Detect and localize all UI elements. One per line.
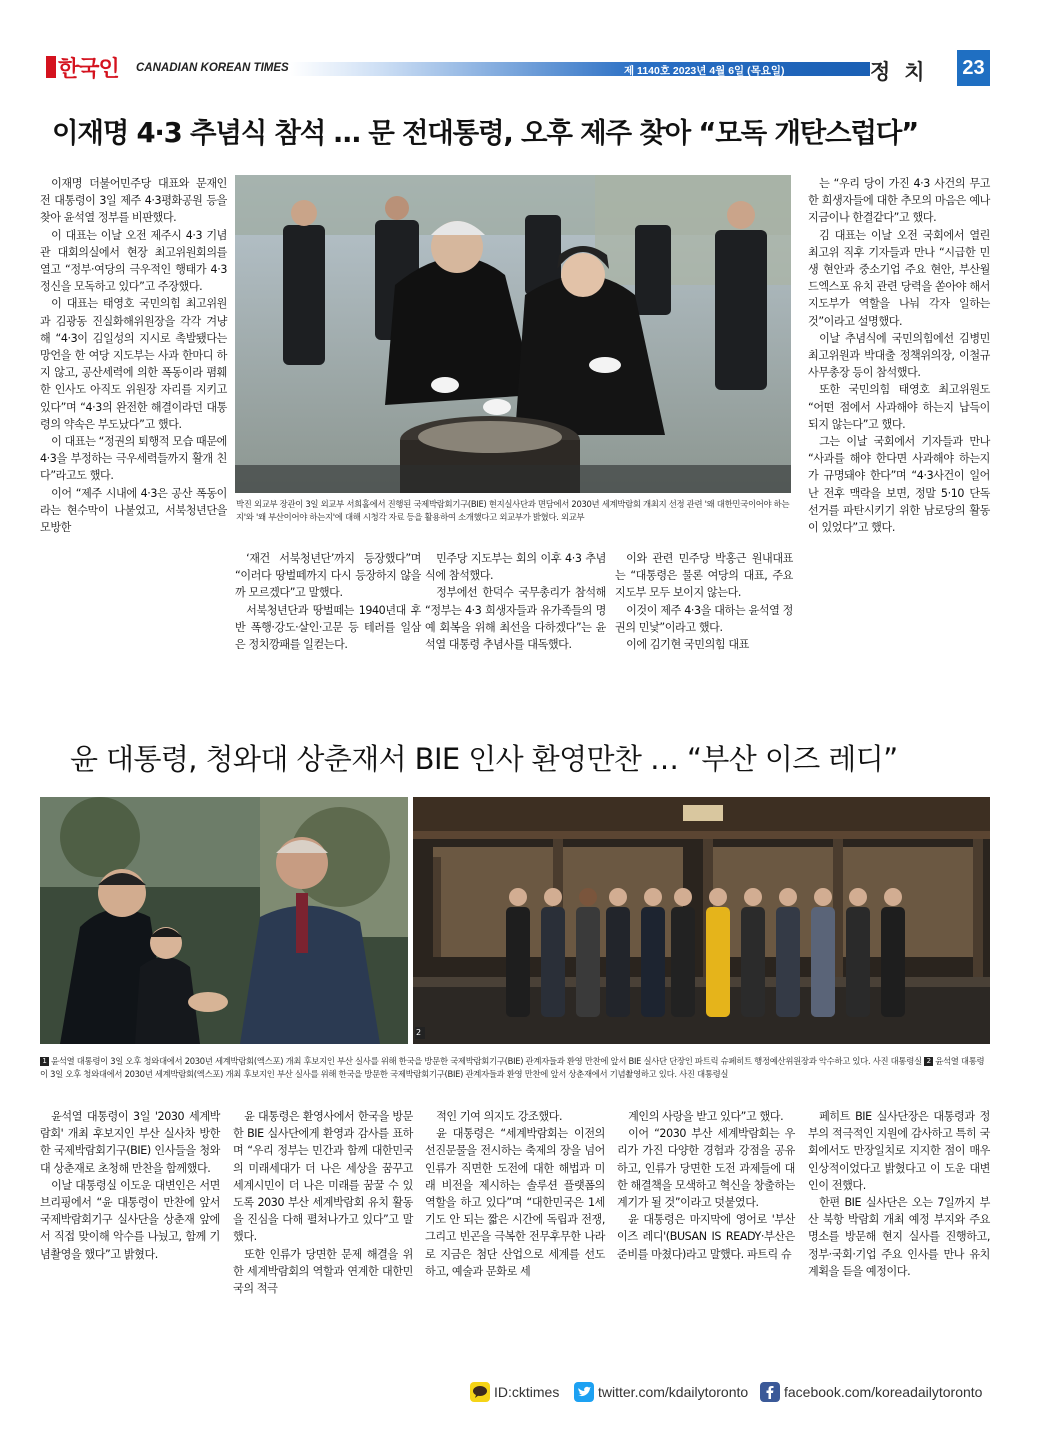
article2-photo-2 — [413, 797, 990, 1044]
paragraph: 이 대표는 이날 오전 제주시 4·3 기념관 대회의실에서 현장 최고위원회의를 열고 “정부·여당의 극우적인 행태가 4·3 정신을 모독하고 있다”고 주장했다. — [40, 228, 227, 294]
paragraph: 윤 대통령은 “세계박람회는 이전의 선진문물을 전시하는 축제의 장을 넘어 인류가 직면한 도전에 대한 해법과 미래 비전을 제시하는 솔루션 플랫폼의 역할을 하고 있다”며 “대한민국은 1세기도 안 되는 짧은 시간에 독립과 전쟁, 그리고 빈곤을 극복한 전무후무한 나라로 지금은 첨단 산업으로 세계를 선도하고, 예술과 문화로 세 — [425, 1127, 605, 1278]
person-head — [509, 888, 527, 906]
article1-caption: 박진 외교부 장관이 3일 외교부 서희홀에서 진행된 국제박람회기구(BIE) 현지실사단과 면담에서 2030년 세계박람회 개최지 선정 관련 '왜 대한민국이어야 하는지'와 '왜 부산이어야 하는지'에 대해 시청각 자료 등을 활용하여 소개했다고 외교부가 밝혔다. 외교부 — [236, 499, 790, 522]
footer — [470, 1380, 990, 1404]
person-head — [544, 888, 562, 906]
paragraph: 윤 대통령은 환영사에서 한국을 방문한 BIE 실사단에게 환영과 감사를 표하며 “우리 정부는 민간과 함께 대한민국의 미래세대가 더 나은 세상을 꿈꾸고 세계시민이 더 나은 미래를 꿈꿀 수 있도록 2030 부산 세계박람회 유치 활동을 진심을 다해 펼쳐나가고 있다”고 말했다. — [233, 1110, 413, 1244]
article2-column-4 — [617, 1108, 795, 1263]
person-head — [709, 888, 727, 906]
person-figure — [881, 907, 905, 1017]
article1-column-2 — [235, 550, 421, 653]
article2-column-2 — [233, 1108, 413, 1297]
paragraph: 계인의 사랑을 받고 있다”고 했다. — [628, 1110, 784, 1123]
caption-1: 윤석열 대통령이 3일 오후 청와대에서 2030년 세계박람회(엑스포) 개최 후보지인 부산 실사를 위해 한국을 방문한 국제박람회기구(BIE) 관계자들과 환영 만찬에 앞서 BIE 실사단 단장인 파트릭 슈페히트 행정예산위원장과 악수하고 있다. 사진 대통령실 — [51, 1056, 922, 1066]
article2-caption — [40, 1055, 990, 1080]
person-head — [884, 888, 902, 906]
person-figure — [776, 907, 800, 1017]
article1-column-5 — [808, 175, 990, 536]
person-figure — [541, 907, 565, 1017]
paragraph: 이재명 더불어민주당 대표와 문재인 전 대통령이 3일 제주 4·3평화공원 등을 찾아 윤석열 정부를 비판했다. — [40, 177, 227, 225]
paragraph: 서북청년단과 땅벌떼는 1940년대 후반 폭행·강도·살인·고문 등 테러를 일삼은 정치깡패를 일컫는다. — [235, 603, 421, 652]
paragraph: 는 “우리 당이 가진 4·3 사건의 무고한 희생자들에 대한 추모의 마음은 예나 지금이나 한결같다”고 했다. — [808, 177, 990, 225]
person-head — [579, 888, 597, 906]
group-photo — [413, 797, 990, 1044]
paragraph: 그는 이날 국회에서 기자들과 만나 “사과를 해야 한다면 사과해야 하는지가 규명돼야 한다”며 “4·3사건이 일어난 전후 맥락을 보면, 정말 5·10 단독 선거를 파탄시키기 위한 남로당의 활동이 있었다”고 했다. — [808, 435, 990, 535]
section-title: 정치 — [870, 60, 939, 84]
article2-photo-1 — [40, 797, 408, 1044]
paragraph: 이어 “2030 부산 세계박람회는 우리가 가진 다양한 경험과 강점을 공유하고, 인류가 당면한 도전 과제들에 대한 해결책을 모색하고 혁신을 창출하는 계기가 될 것”이라고 덧붙였다. — [617, 1127, 795, 1210]
person-figure — [506, 907, 530, 1017]
paragraph: 김 대표는 이날 오전 국회에서 열린 최고위 직후 기자들과 만나 “시급한 민생 현안과 중소기업 주요 현안, 부산월드엑스포 유치 관련 당력을 쏟아야 해서 지도부가 역할을 나눠 각자 일하는 것”이라고 설명했다. — [808, 228, 990, 328]
person-figure — [811, 907, 835, 1017]
facebook-icon — [760, 1382, 780, 1402]
person-head — [849, 888, 867, 906]
paragraph: 또한 국민의힘 태영호 최고위원도 “어떤 점에서 사과해야 하는지 납득이 되지 않는다”고 했다. — [808, 383, 990, 431]
masthead — [40, 50, 990, 90]
twitter-icon — [574, 1382, 594, 1402]
page-number: 23 — [957, 50, 990, 86]
paragraph: 이어 “제주 시내에 4·3은 공산 폭동이라는 현수막이 나붙었고, 서북청년단을 모방한 — [40, 486, 227, 535]
person-figure — [671, 907, 695, 1017]
article2-column-5 — [808, 1108, 990, 1280]
paragraph: 이 대표는 태영호 국민의힘 최고위원과 김광동 진실화해위원장을 각각 겨냥해 “4·3이 김일성의 지시로 촉발됐다는 망언을 한 여당 지도부는 사과 한마디 하지 않고, 공산세력에 의한 폭동이라 폄훼한 인사도 아직도 위원장 자리를 지키고 있다”며 “4·3의 완전한 해결이라던 대통령의 약속은 부도났다”고 했다. — [40, 297, 227, 431]
article1-column-4 — [615, 550, 793, 653]
paragraph: 또한 인류가 당면한 문제 해결을 위한 세계박람회의 역할과 연계한 대한민국의 적극 — [233, 1247, 413, 1296]
caption-2: 윤석열 대통령이 3일 오후 청와대에서 2030년 세계박람회(엑스포) 개최 후보지인 부산 실사를 위해 한국을 방문한 국제박람회기구(BIE) 관계자들과 환영 만찬에 앞서 상춘재에서 기념촬영하고 있다. 사진 대통령실 — [40, 1056, 985, 1079]
paragraph: 민주당 지도부는 회의 이후 4·3 추념식에 참석했다. — [425, 552, 606, 583]
article1-column-1 — [40, 175, 227, 536]
person-figure — [846, 907, 870, 1017]
person-figure — [641, 907, 665, 1017]
paragraph: 이날 추념식에 국민의힘에선 김병민 최고위원과 박대출 정책위의장, 이철규 사무총장 등이 참석했다. — [808, 331, 990, 380]
headline-1: 이재명 4·3 추념식 참석 … 문 전대통령, 오후 제주 찾아 “모독 개탄스럽다” — [52, 117, 919, 149]
person-figure — [576, 907, 600, 1017]
paragraph: 이 대표는 “정권의 퇴행적 모습 때문에 4·3을 부정하는 극우세력들까지 활개 친다”라고도 했다. — [40, 435, 227, 483]
paragraph: 이것이 제주 4·3을 대하는 윤석열 정권의 민낯”이라고 했다. — [615, 603, 793, 634]
memorial-ceremony-photo — [235, 175, 791, 493]
headline-2: 윤 대통령, 청와대 상춘재서 BIE 인사 환영만찬 … “부산 이즈 레디” — [70, 742, 898, 776]
person-figure — [606, 907, 630, 1017]
person-head — [744, 888, 762, 906]
person-head — [779, 888, 797, 906]
paragraph: 페히트 BIE 실사단장은 대통령과 정부의 적극적인 지원에 감사하고 특히 국회에서도 만장일치로 지지한 점이 매우 인상적이었다고 밝혔다고 이 도운 대변인이 전했다. — [808, 1110, 990, 1192]
person-figure — [741, 907, 765, 1017]
paragraph: ‘재건 서북청년단’까지 등장했다”며 “이러다 땅벌떼까지 다시 등장하지 않을까 모르겠다”고 말했다. — [235, 552, 421, 600]
article1-column-3 — [425, 550, 606, 653]
kakao-id: ID:cktimes — [494, 1384, 560, 1400]
paragraph: 이날 대통령실 이도운 대변인은 서면 브리핑에서 “윤 대통령이 만찬에 앞서 국제박람회기구 실사단을 상춘재 앞에서 직접 맞이해 악수를 나눴고, 함께 기념촬영을 했다”고 밝혔다. — [40, 1178, 220, 1261]
person-head — [674, 888, 692, 906]
paragraph: 윤석열 대통령이 3일 '2030 세계박람회' 개최 후보지인 부산 실사차 방한한 국제박람회기구(BIE) 인사들을 청와대 상춘재로 초청해 만찬을 함께했다. — [40, 1110, 220, 1175]
caption-marker-1: 1 — [40, 1057, 49, 1066]
person-figure — [706, 907, 730, 1017]
paragraph: 정부에선 한덕수 국무총리가 참석해 “정부는 4·3 희생자들과 유가족들의 명예 회복을 위해 최선을 다하겠다”는 윤석열 대통령 추념사를 대독했다. — [425, 586, 606, 652]
paragraph: 한편 BIE 실사단은 오는 7일까지 부산 북항 박람회 개최 예정 부지와 주요 명소를 방문해 현지 실사를 진행하고, 정부·국회·기업 주요 인사를 만나 유치 계획을 듣을 예정이다. — [808, 1196, 990, 1278]
facebook-handle: facebook.com/koreadailytoronto — [784, 1384, 983, 1400]
person-head — [609, 888, 627, 906]
logo-badge — [46, 56, 56, 78]
paragraph: 적인 기여 의지도 강조했다. — [436, 1110, 563, 1123]
photo-marker-2: 2 — [416, 1028, 422, 1037]
article2-column-3 — [425, 1108, 605, 1280]
handshake-photo — [40, 797, 408, 1044]
logo-text: 한국인 — [58, 57, 119, 82]
article1-photo — [235, 175, 791, 493]
person-head — [644, 888, 662, 906]
issue-info: 제 1140호 2023년 4월 6일 (목요일) — [624, 65, 785, 77]
paper-name: CANADIAN KOREAN TIMES — [136, 62, 289, 74]
twitter-handle: twitter.com/kdailytoronto — [598, 1384, 749, 1400]
caption-marker-2: 2 — [924, 1057, 933, 1066]
paragraph: 이와 관련 민주당 박홍근 원내대표는 “대통령은 물론 여당의 대표, 주요 지도부 모두 보이지 않는다. — [615, 552, 793, 600]
kakaotalk-icon — [470, 1382, 490, 1402]
paragraph: 윤 대통령은 마지막에 영어로 '부산 이즈 레디'(BUSAN IS READY·부산은 준비를 마쳤다)라고 말했다. 파트릭 슈 — [617, 1213, 795, 1261]
article2-column-1 — [40, 1108, 220, 1263]
paragraph: 이에 김기현 국민의힘 대표 — [626, 638, 749, 652]
person-head — [814, 888, 832, 906]
